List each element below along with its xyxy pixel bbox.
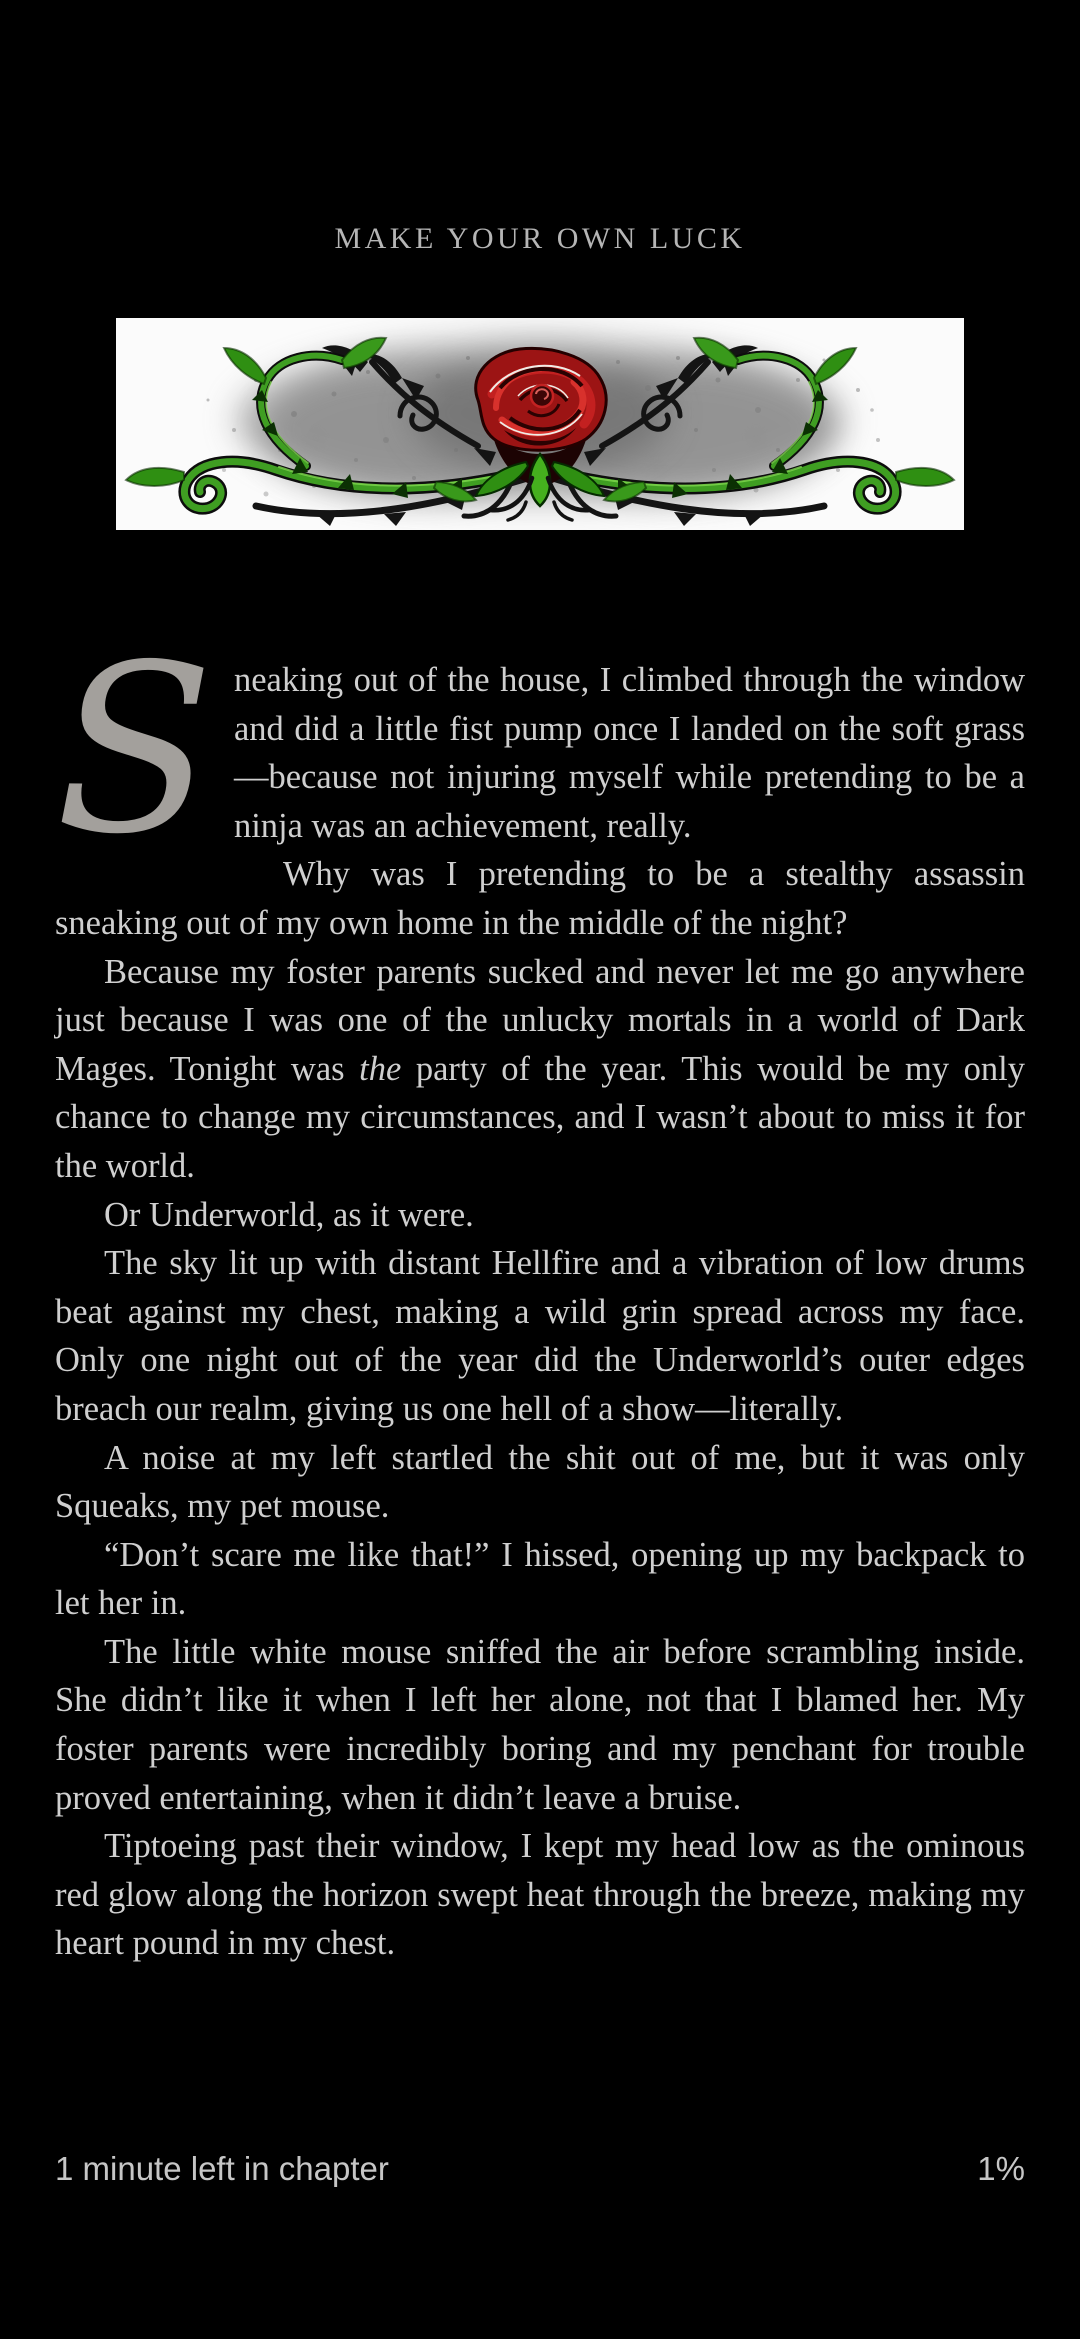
paragraph: A noise at my left startled the shit out of me, but it was only Squeaks, my pet mouse. — [55, 1438, 1025, 1526]
rose-vine-ornament-image — [116, 318, 964, 530]
paragraph: Or Underworld, as it were. — [104, 1195, 474, 1234]
chapter-paragraphs — [55, 615, 1025, 1968]
paragraph: Because my foster parents sucked and never let me go anywhere just because I was one of the unlucky mortals in a world of Dark Mages. Tonight was the party of the year. This would be my only chance to change my circumstances, and I wasn’t about to miss it for the world. — [55, 952, 1025, 1185]
progress-percent: 1% — [977, 2150, 1025, 2187]
chapter-title: MAKE YOUR OWN LUCK — [334, 222, 746, 255]
paragraph: “Don’t scare me like that!” I hissed, opening up my backpack to let her in. — [55, 1535, 1025, 1623]
reader-footer — [55, 2150, 1025, 2188]
drop-cap: S — [55, 615, 214, 885]
time-left-label: 1 minute left in chapter — [55, 2150, 389, 2187]
paragraph: Sneaking out of the house, I climbed through the window and did a little fist pump once I landed on the soft grass—because not injuring myself while pretending to be a ninja was an achievement, really. — [55, 615, 1025, 885]
paragraph: The little white mouse sniffed the air before scrambling inside. She didn’t like it when I left her alone, not that I blamed her. My foster parents were incredibly boring and my penchant for trouble proved entertaining, when it didn’t leave a bruise. — [55, 1632, 1025, 1817]
paragraph: Tiptoeing past their window, I kept my head low as the ominous red glow along the horizon swept heat through the breeze, making my heart pound in my chest. — [55, 1827, 1025, 1963]
paragraph: The sky lit up with distant Hellfire and a vibration of low drums beat against my chest, making a wild grin spread across my face. Only one night out of the year did the Underworld’s outer edges breach our realm, giving us one hell of a show—literally. — [55, 1244, 1025, 1428]
paragraph: Why was I pretending to be a stealthy assassin sneaking out of my own home in the middle of the night? — [55, 855, 1025, 942]
